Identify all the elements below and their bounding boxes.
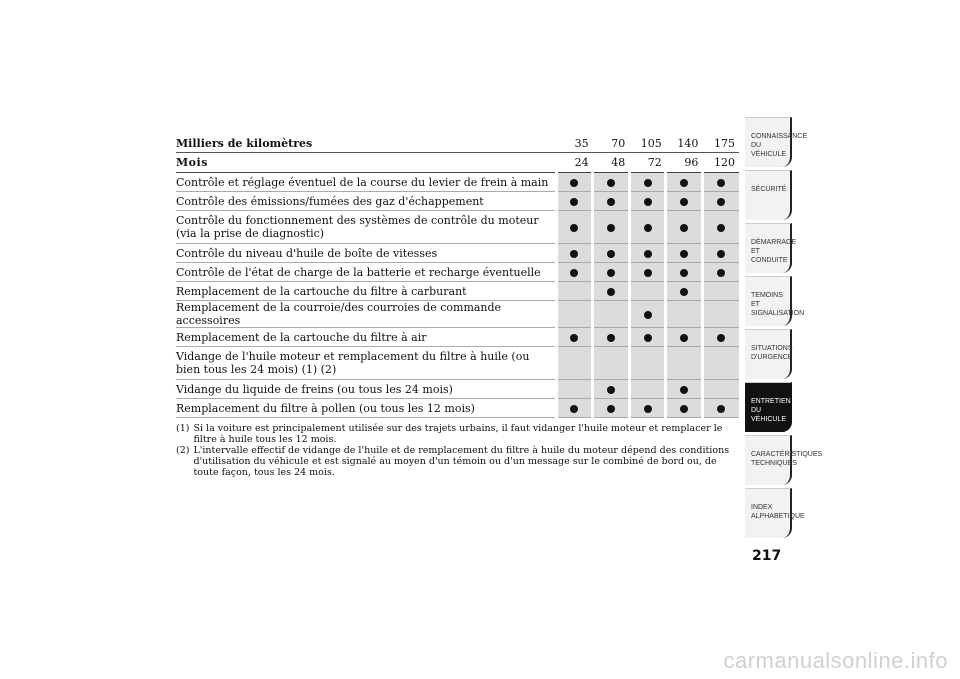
chapter-tab-line2: D'URGENCE [751,354,793,361]
scheduled-cell [629,244,666,263]
empty-cell [629,347,666,380]
scheduled-cell [556,263,593,282]
bullet-icon [570,224,578,232]
scheduled-cell [702,263,739,282]
empty-cell [702,301,739,328]
bullet-icon [607,288,615,296]
chapter-tab-line2: VÉHICULE [751,151,787,158]
table-row [176,263,739,282]
scheduled-cell [556,173,593,192]
bullet-icon [717,250,725,258]
bullet-icon [717,334,725,342]
bullet-icon [644,179,652,187]
empty-cell [702,380,739,399]
chapter-tab-line1: ENTRETIEN DU [751,398,791,414]
bullet-icon [717,269,725,277]
empty-cell [593,301,630,328]
table-row [176,301,739,328]
scheduled-cell [666,263,703,282]
bullet-icon [607,179,615,187]
chapter-tab[interactable] [745,382,792,432]
bullet-icon [680,179,688,187]
scheduled-cell [593,211,630,244]
chapter-tab[interactable] [745,276,805,326]
operation-label: Remplacement du filtre à pollen (ou tous les 12 mois) [176,399,556,418]
chapter-tab-line1: CARACTÉRISTIQUES [751,451,823,458]
scheduled-cell [666,211,703,244]
empty-cell [556,347,593,380]
scheduled-cell [629,192,666,211]
table-row [176,173,739,192]
footnote-marker: (1) [176,423,190,434]
bullet-icon [644,224,652,232]
km-value: 175 [702,134,739,153]
month-value: 24 [556,153,593,173]
table-row [176,347,739,380]
chapter-sidebar [745,117,823,541]
footnote-text: Si la voiture est principalement utilisée sur des trajets urbains, il faut vidanger l'huile moteur et remplacer le filtre à huile tous les 12 mois. [193,423,723,445]
bullet-icon [717,198,725,206]
bullet-icon [607,405,615,413]
bullet-icon [607,250,615,258]
km-value: 105 [629,134,666,153]
bullet-icon [570,179,578,187]
page-number: 217 [752,548,782,564]
operation-label: Remplacement de la cartouche du filtre à air [176,328,556,347]
operation-label: Contrôle des émissions/fumées des gaz d'échappement [176,192,556,211]
month-value: 48 [593,153,630,173]
chapter-tab-line1: DÉMARRAGE ET [751,239,797,255]
month-value: 120 [702,153,739,173]
scheduled-cell [702,173,739,192]
header-months-label: Mois [176,153,556,173]
footnote-text: L'intervalle effectif de vidange de l'huile et de remplacement du filtre à huile du moteur dépend des conditions d'utilisation du véhicule et est signalé au moyen d'un témoin ou d'un message sur le combiné de bord ou, de toute façon, tous les 24 mois. [193,445,730,478]
scheduled-cell [702,328,739,347]
scheduled-cell [556,211,593,244]
table-row [176,244,739,263]
bullet-icon [607,269,615,277]
chapter-tab-line2: ALPHABETIQUE [751,513,805,520]
empty-cell [556,282,593,301]
bullet-icon [680,198,688,206]
scheduled-cell [629,328,666,347]
scheduled-cell [666,328,703,347]
bullet-icon [680,334,688,342]
chapter-tab[interactable] [745,170,792,220]
chapter-tab-line1: SITUATIONS [751,345,793,352]
scheduled-cell [702,399,739,418]
scheduled-cell [556,328,593,347]
operation-label: Contrôle de l'état de charge de la batterie et recharge éventuelle [176,263,556,282]
chapter-tab[interactable] [745,117,808,167]
bullet-icon [644,405,652,413]
footnote [176,445,731,478]
bullet-icon [680,224,688,232]
scheduled-cell [593,380,630,399]
operation-label: Contrôle et réglage éventuel de la course du levier de frein à main [176,173,556,192]
operation-label: Vidange de l'huile moteur et remplacement du filtre à huile (ou bien tous les 24 mois) (1) (2) [176,347,556,380]
scheduled-cell [629,263,666,282]
watermark: carmanualsonline.info [723,648,948,673]
chapter-tab[interactable] [745,488,805,538]
header-row-kilometers [176,134,739,153]
empty-cell [556,301,593,328]
chapter-tab-line2: VÉHICULE [751,416,787,423]
scheduled-cell [593,263,630,282]
bullet-icon [717,179,725,187]
maintenance-schedule-table [176,134,739,418]
operation-label: Remplacement de la cartouche du filtre à carburant [176,282,556,301]
empty-cell [593,347,630,380]
km-value: 70 [593,134,630,153]
bullet-icon [717,405,725,413]
scheduled-cell [666,282,703,301]
maintenance-content [176,134,739,478]
header-row-months [176,153,739,173]
chapter-tab[interactable] [745,329,792,379]
bullet-icon [644,250,652,258]
bullet-icon [570,334,578,342]
scheduled-cell [629,173,666,192]
chapter-tab-line1: SÉCURITÉ [751,186,787,193]
scheduled-cell [556,399,593,418]
bullet-icon [607,386,615,394]
scheduled-cell [666,173,703,192]
chapter-tab-line1: CONNAISSANCE DU [751,133,808,149]
scheduled-cell [702,211,739,244]
chapter-tab-line2: TECHNIQUES [751,460,797,467]
chapter-tab[interactable] [745,223,797,273]
scheduled-cell [593,399,630,418]
scheduled-cell [666,380,703,399]
bullet-icon [607,224,615,232]
empty-cell [629,380,666,399]
footnotes [176,423,731,478]
header-km-label: Milliers de kilomètres [176,134,556,153]
km-value: 35 [556,134,593,153]
scheduled-cell [629,211,666,244]
scheduled-cell [556,244,593,263]
table-row [176,192,739,211]
scheduled-cell [593,282,630,301]
table-row [176,282,739,301]
bullet-icon [570,198,578,206]
empty-cell [702,282,739,301]
empty-cell [666,347,703,380]
bullet-icon [680,250,688,258]
scheduled-cell [593,328,630,347]
table-row [176,328,739,347]
month-value: 96 [666,153,703,173]
bullet-icon [644,311,652,319]
bullet-icon [570,405,578,413]
scheduled-cell [702,244,739,263]
bullet-icon [680,269,688,277]
bullet-icon [644,198,652,206]
chapter-tab-line1: TEMOINS ET [751,292,783,308]
chapter-tab-line2: SIGNALISATION [751,310,805,317]
bullet-icon [717,224,725,232]
scheduled-cell [556,192,593,211]
scheduled-cell [593,244,630,263]
scheduled-cell [629,399,666,418]
operation-label: Contrôle du niveau d'huile de boîte de vitesses [176,244,556,263]
scheduled-cell [666,244,703,263]
scheduled-cell [593,192,630,211]
bullet-icon [680,386,688,394]
bullet-icon [607,334,615,342]
month-value: 72 [629,153,666,173]
operation-label: Contrôle du fonctionnement des systèmes de contrôle du moteur (via la prise de diagnostic) [176,211,556,244]
empty-cell [629,282,666,301]
table-row [176,380,739,399]
bullet-icon [644,334,652,342]
scheduled-cell [702,192,739,211]
empty-cell [702,347,739,380]
table-row [176,399,739,418]
empty-cell [666,301,703,328]
bullet-icon [680,288,688,296]
footnote-marker: (2) [176,445,190,456]
chapter-tab-line2: CONDUITE [751,257,788,264]
bullet-icon [570,269,578,277]
operation-label: Remplacement de la courroie/des courroies de commande accessoires [176,301,556,328]
scheduled-cell [666,399,703,418]
scheduled-cell [629,301,666,328]
scheduled-cell [593,173,630,192]
chapter-tab[interactable] [745,435,823,485]
km-value: 140 [666,134,703,153]
chapter-tab-line1: INDEX [751,504,773,511]
bullet-icon [680,405,688,413]
scheduled-cell [666,192,703,211]
bullet-icon [570,250,578,258]
bullet-icon [607,198,615,206]
bullet-icon [644,269,652,277]
table-row [176,211,739,244]
empty-cell [556,380,593,399]
footnote [176,423,731,445]
operation-label: Vidange du liquide de freins (ou tous les 24 mois) [176,380,556,399]
